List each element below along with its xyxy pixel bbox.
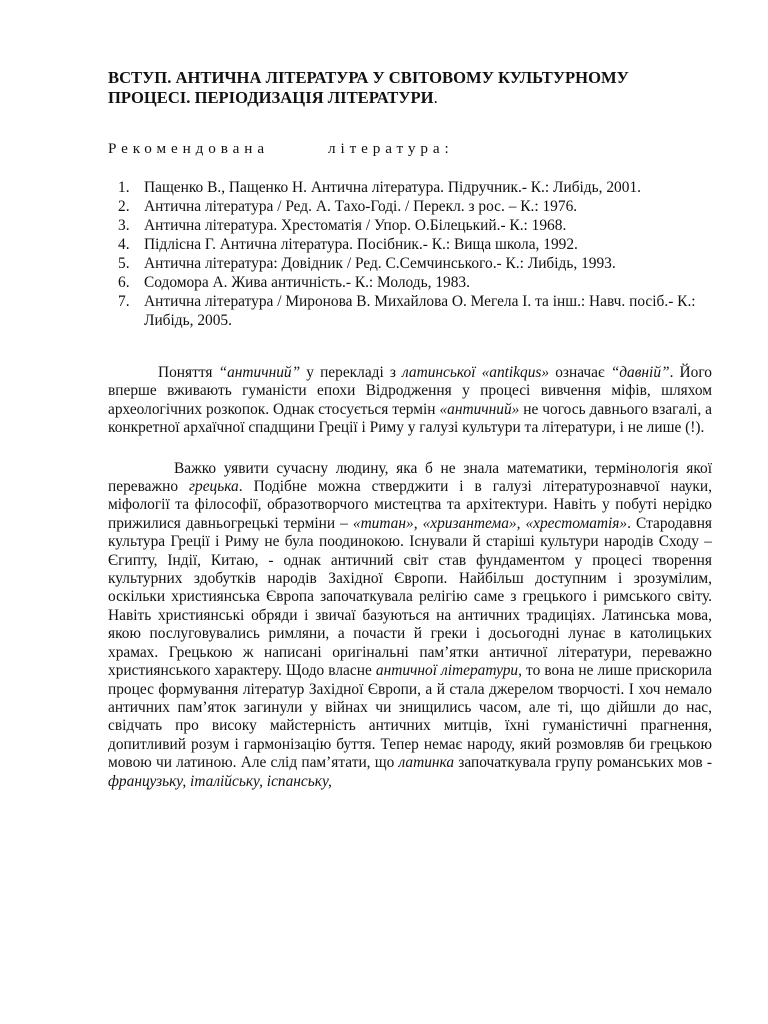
text-run: означає — [549, 364, 611, 381]
italic-term: “давній” — [610, 364, 670, 381]
text-run: , то вона не лише прискорила процес формування літератур Західної Європи, а й стала джерелом творчості. І хоч немало античних пам’яток загинули у війнах чи знищились часом, але ті, що дійшли до нас, свідчать про високу майстерність античних митців, їхні гуманістичні прагнення, допитливий розум і гармонізацію буття. Тепер немає народу, який розмовляв би грецькою мовою чи латиною. Але слід пам’ятати, що — [108, 662, 713, 772]
reference-number: 3. — [118, 217, 130, 234]
text-run: . Подібне можна стверджити і в галузі літературознавчої науки, міфології та філософії, образотворчого мистецтва та архітектури. Навіть у побуті нерідко прижилися давньогрецькі терміни – — [108, 478, 712, 532]
reference-item — [108, 292, 712, 330]
italic-term: французьку, італійську, іспанську, — [108, 772, 332, 790]
italic-term: грецька — [189, 478, 239, 496]
text-run: започаткувала групу романських мов - — [454, 754, 712, 772]
reference-number: 4. — [118, 236, 130, 253]
reference-text: Підлісна Г. Антична література. Посібник.- К.: Вища школа, 1992. — [144, 236, 578, 253]
reference-list — [108, 178, 712, 330]
reference-number: 7. — [118, 293, 130, 310]
paragraph-antiquity-influence — [108, 460, 712, 791]
reference-item — [108, 254, 712, 273]
italic-term: «титан», «хризантема», «хрестоматія» — [352, 514, 628, 532]
reference-item — [108, 273, 712, 292]
reference-item — [108, 235, 712, 254]
heading-end-mark: . — [433, 88, 438, 107]
italic-term: античної літератури — [375, 662, 519, 680]
recommended-word: Рекомендована — [108, 140, 269, 157]
reference-item — [108, 216, 712, 235]
reference-item — [108, 197, 712, 216]
reference-number: 6. — [118, 274, 130, 291]
reference-text: Пащенко В., Пащенко Н. Антична література. Підручник.- К.: Либідь, 2001. — [144, 179, 641, 196]
recommended-literature-label — [108, 140, 712, 158]
italic-term: латинської «antikqus» — [402, 364, 550, 381]
reference-number: 5. — [118, 255, 130, 272]
text-run: у перекладі з — [300, 364, 403, 381]
paragraph-antiquity-term — [108, 364, 712, 438]
reference-number: 2. — [118, 198, 130, 215]
heading-title: ВСТУП. АНТИЧНА ЛІТЕРАТУРА У СВІТОВОМУ КУЛЬТУРНОМУ ПРОЦЕСІ. ПЕРІОДИЗАЦІЯ ЛІТЕРАТУРИ — [108, 68, 629, 107]
reference-text: Антична література. Хрестоматія / Упор. О.Білецький.- К.: 1968. — [144, 217, 567, 234]
reference-item — [108, 178, 712, 197]
reference-text: Антична література / Ред. А. Тахо-Годі. / Перекл. з рос. – К.: 1976. — [144, 198, 578, 215]
text-run: Поняття — [158, 364, 219, 381]
text-run: . Його вперше вживають гуманісти епохи Відродження у процесі вивчення міфів, шляхом археологічних розкопок. Однак стосується термін — [108, 364, 712, 418]
reference-number: 1. — [118, 179, 130, 196]
document-heading — [108, 68, 712, 108]
italic-term: латинка — [398, 754, 455, 772]
reference-text: Антична література / Миронова В. Михайлова О. Мегела І. та інш.: Навч. посіб.- К.: Либідь, 2005. — [144, 293, 696, 329]
text-run: . Стародавня культура Греції і Риму не була поодинокою. Існували й старіші культури народів Сходу – Єгипту, Індії, Китаю, - однак античний світ став фундаментом у процесі творення культурних здобутків народів Західної Європи. Найбільш доступним і зрозумілим, оскільки християнська Європа започаткувала релігію саме з грецького і римського світу. Навіть християнські обряди і звичаї базуються на античних традиціях. Латинська мова, якою послуговувались римляни, а почасти й греки і досьогодні лунає в католицьких храмах. Грецькою ж написані оригінальні пам’ятки античної літератури, переважно християнського характеру. Щодо власне — [108, 514, 713, 680]
text-run: не чогось давнього взагалі, а конкретної архаїчної спадщини Греції і Риму у галузі культури та літератури, і не лише (!). — [108, 400, 712, 437]
italic-term: “античний” — [218, 364, 301, 381]
literature-word: література: — [328, 140, 454, 157]
document-page — [108, 68, 712, 791]
italic-term: «античний» — [439, 400, 520, 418]
reference-text: Антична література: Довідник / Ред. С.Семчинського.- К.: Либідь, 1993. — [144, 255, 616, 272]
reference-text: Содомора А. Жива античність.- К.: Молодь, 1983. — [144, 274, 470, 291]
text-run: Важко уявити сучасну людину, яка б не знала математики, термінологія якої переважно — [108, 459, 712, 496]
